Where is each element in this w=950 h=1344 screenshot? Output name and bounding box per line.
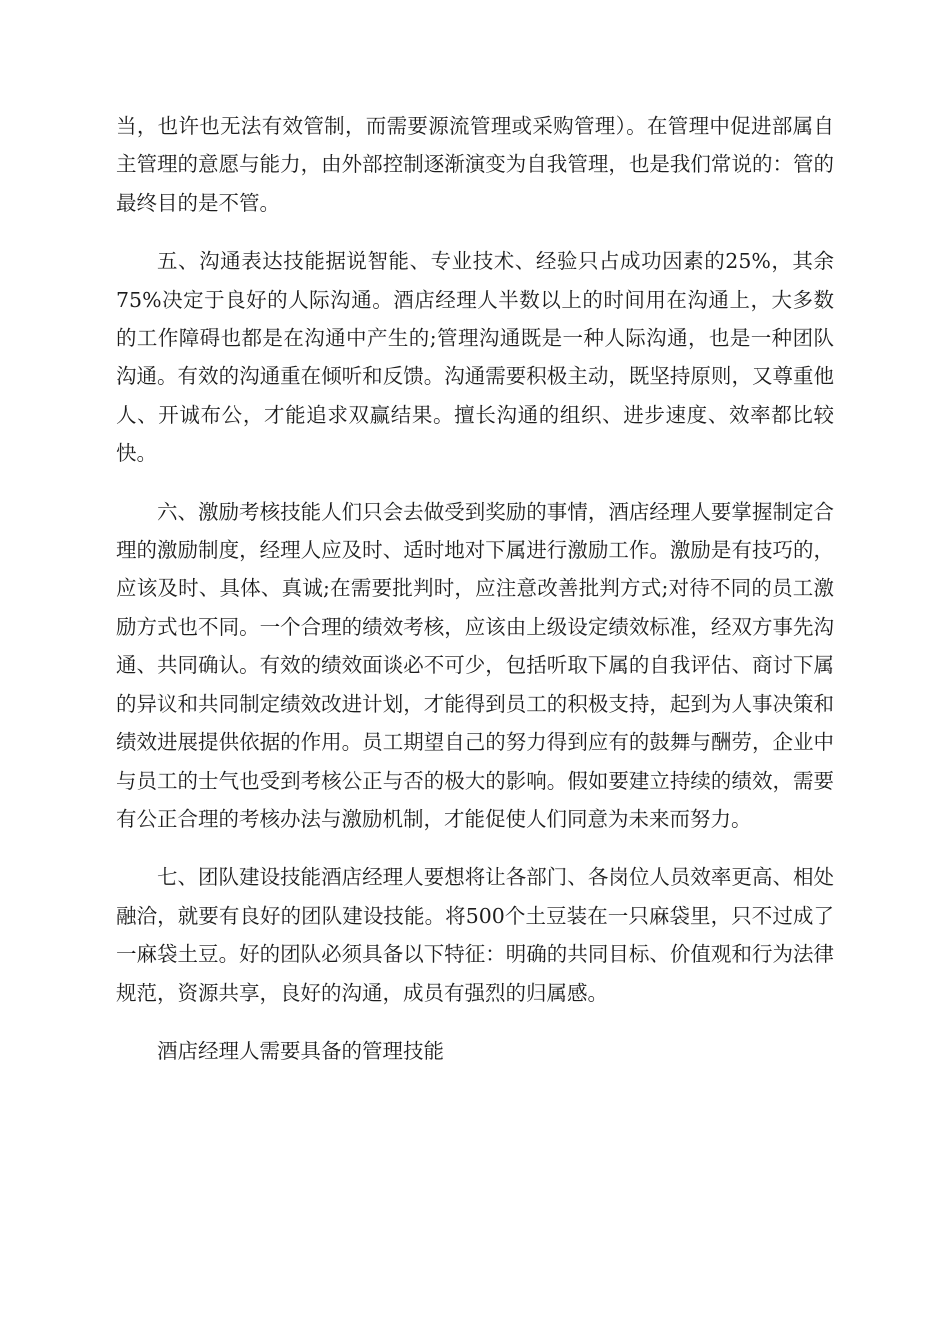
- document-body: [116, 107, 834, 1070]
- paragraph-team-building: 七、团队建设技能酒店经理人要想将让各部门、各岗位人员效率更高、相处融洽，就要有良好的团队建设技能。将500个土豆装在一只麻袋里，只不过成了一麻袋土豆。好的团队必须具备以下特征：明确的共同目标、价值观和行为法律规范，资源共享，良好的沟通，成员有强烈的归属感。: [116, 865, 834, 1005]
- paragraph-communication-skills: 五、沟通表达技能据说智能、专业技术、经验只占成功因素的25%，其余75%决定于良好的人际沟通。酒店经理人半数以上的时间用在沟通上，大多数的工作障碍也都是在沟通中产生的;管理沟通既是一种人际沟通，也是一种团队沟通。有效的沟通重在倾听和反馈。沟通需要积极主动，既坚持原则，又尊重他人、开诚布公，才能追求双赢结果。擅长沟通的组织、进步速度、效率都比较快。: [116, 249, 834, 466]
- section-heading: 酒店经理人需要具备的管理技能: [157, 1038, 444, 1063]
- paragraph-motivation-assessment: 六、激励考核技能人们只会去做受到奖励的事情，酒店经理人要掌握制定合理的激励制度，经理人应及时、适时地对下属进行激励工作。激励是有技巧的，应该及时、具体、真诚;在需要批判时，应注意改善批判方式;对待不同的员工激励方式也不同。一个合理的绩效考核，应该由上级设定绩效标准，经双方事先沟通、共同确认。有效的绩效面谈必不可少，包括听取下属的自我评估、商讨下属的异议和共同制定绩效改进计划，才能得到员工的积极支持，起到为人事决策和绩效进展提供依据的作用。员工期望自己的努力得到应有的鼓舞与酬劳，企业中与员工的士气也受到考核公正与否的极大的影响。假如要建立持续的绩效，需要有公正合理的考核办法与激励机制，才能促使人们同意为未来而努力。: [116, 499, 834, 831]
- paragraph-continuation: 当，也许也无法有效管制，而需要源流管理或采购管理）。在管理中促进部属自主管理的意愿与能力，由外部控制逐渐演变为自我管理，也是我们常说的：管的最终目的是不管。: [116, 114, 834, 215]
